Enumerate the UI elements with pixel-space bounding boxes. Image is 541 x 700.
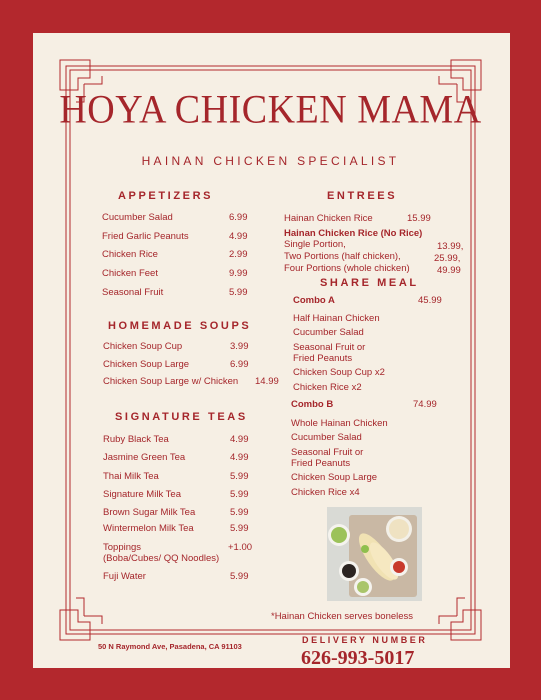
menu-item-name: Jasmine Green Tea [103, 452, 186, 463]
menu-item-price: 5.99 [230, 471, 249, 482]
combo-b-price: 74.99 [413, 399, 437, 410]
restaurant-title: HOYA CHICKEN MAMA [59, 87, 482, 133]
combo-item: Fried Peanuts [291, 458, 351, 469]
combo-a-name: Combo A [293, 295, 335, 306]
menu-item-name: Chicken Soup Cup [103, 341, 183, 352]
portion-line: Four Portions (whole chicken) [284, 263, 410, 274]
address: 50 N Raymond Ave, Pasadena, CA 91103 [98, 642, 242, 651]
combo-item: Whole Hainan Chicken [291, 418, 388, 429]
menu-item-name: Fuji Water [103, 571, 146, 582]
delivery-label: DELIVERY NUMBER [302, 635, 428, 645]
combo-item: Half Hainan Chicken [293, 313, 380, 324]
menu-item-price: 5.99 [230, 523, 249, 534]
menu-item-price: 6.99 [230, 359, 249, 370]
menu-item-price: 6.99 [229, 212, 248, 223]
menu-item-price: 4.99 [230, 452, 249, 463]
menu-item-name: Chicken Soup Large [103, 359, 190, 370]
portion-price: 25.99, [434, 253, 461, 264]
combo-item: Seasonal Fruit or [293, 342, 366, 353]
menu-item-name: Chicken Soup Large w/ Chicken [103, 376, 239, 387]
teas-heading: SIGNATURE TEAS [115, 411, 248, 423]
portion-line: Single Portion, [284, 239, 346, 250]
menu-item-name: Brown Sugar Milk Tea [103, 507, 196, 518]
food-photo [327, 507, 422, 601]
menu-item-price: 5.99 [230, 507, 249, 518]
menu-item-name: Chicken Feet [102, 268, 158, 279]
combo-item: Chicken Soup Large [291, 472, 378, 483]
combo-b-name: Combo B [291, 399, 334, 410]
menu-item-name: Toppings [103, 542, 142, 553]
menu-item-price: 9.99 [229, 268, 248, 279]
restaurant-subtitle: HAINAN CHICKEN SPECIALIST [141, 154, 400, 168]
menu-item-name: Fried Garlic Peanuts [102, 231, 189, 242]
menu-item-name: Chicken Rice [102, 249, 158, 260]
portion-line: Two Portions (half chicken), [284, 251, 401, 262]
combo-a-price: 45.99 [418, 295, 442, 306]
boneless-note: *Hainan Chicken serves boneless [271, 611, 414, 622]
menu-item-name: Wintermelon Milk Tea [103, 523, 194, 534]
menu-item-name: Ruby Black Tea [103, 434, 169, 445]
combo-item: Chicken Rice x2 [293, 382, 362, 393]
combo-item: Chicken Soup Cup x2 [293, 367, 385, 378]
appetizers-heading: APPETIZERS [118, 190, 214, 202]
menu-item-price: 3.99 [230, 341, 249, 352]
menu-item-name: Signature Milk Tea [103, 489, 181, 500]
combo-item: Cucumber Salad [291, 432, 362, 443]
combo-item: Chicken Rice x4 [291, 487, 360, 498]
menu-item-name: Cucumber Salad [102, 212, 173, 223]
menu-item-price: 5.99 [229, 287, 248, 298]
combo-item: Fried Peanuts [293, 353, 353, 364]
menu-item-name: Hainan Chicken Rice (No Rice) [284, 228, 423, 239]
menu-item-price: 5.99 [230, 489, 249, 500]
menu-item-price: 4.99 [230, 434, 249, 445]
menu-item-price: 2.99 [229, 249, 248, 260]
portion-price: 13.99, [437, 241, 464, 252]
portion-price: 49.99 [437, 265, 461, 276]
menu-item-name: Hainan Chicken Rice [284, 213, 373, 224]
menu-item-price: 15.99 [407, 213, 431, 224]
menu-item-price: 5.99 [230, 571, 249, 582]
menu-item-price: 14.99 [255, 376, 279, 387]
menu-item-name: Seasonal Fruit [102, 287, 164, 298]
menu-item-name: Thai Milk Tea [103, 471, 159, 482]
combo-item: Cucumber Salad [293, 327, 364, 338]
menu-item-price: 4.99 [229, 231, 248, 242]
phone-number[interactable]: 626-993-5017 [301, 647, 415, 669]
soups-heading: HOMEMADE SOUPS [108, 320, 252, 332]
entrees-heading: ENTREES [327, 190, 398, 202]
menu-item-price: +1.00 [228, 542, 253, 553]
share-meal-heading: SHARE MEAL [320, 277, 419, 289]
combo-item: Seasonal Fruit or [291, 447, 364, 458]
menu-item-detail: (Boba/Cubes/ QQ Noodles) [103, 553, 220, 564]
